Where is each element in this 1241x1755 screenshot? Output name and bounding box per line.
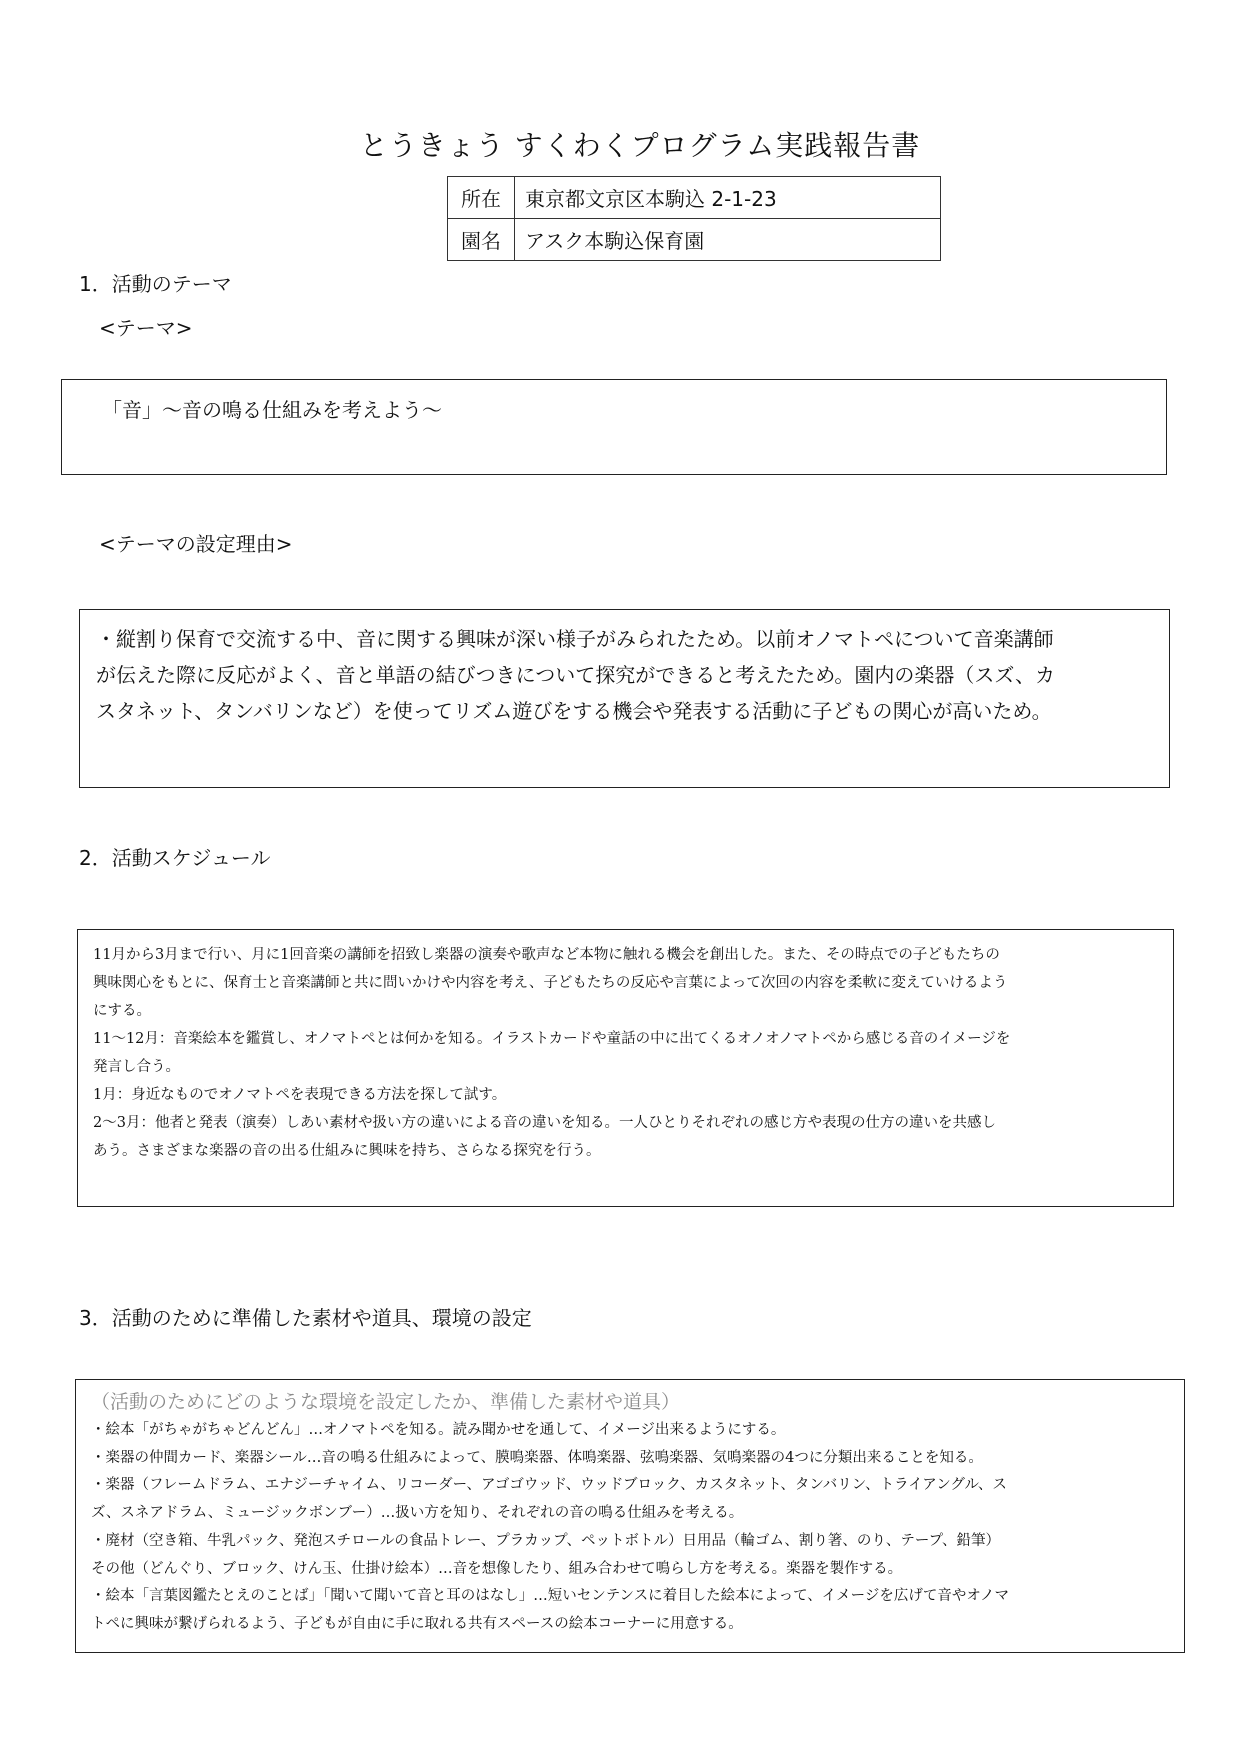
schedule-line: 11～12月：音楽絵本を鑑賞し、オノマトペとは何かを知る。イラストカードや童話の中に出てくるオノオノマトペから感じる音のイメージを: [93, 1031, 1011, 1047]
section1-heading: 1．活動のテーマ: [79, 272, 232, 296]
materials-line: ・楽器の仲間カード、楽器シール…音の鳴る仕組みによって、膜鳴楽器、体鳴楽器、弦鳴楽器、気鳴楽器の4つに分類出来ることを知る。: [91, 1449, 983, 1466]
schedule-line: あう。さまざまな楽器の音の出る仕組みに興味を持ち、さらなる探究を行う。: [93, 1143, 601, 1159]
schedule-line: 2～3月：他者と発表（演奏）しあい素材や扱い方の違いによる音の違いを知る。一人ひとりそれぞれの感じ方や表現の仕方の違いを共感し: [93, 1115, 996, 1131]
materials-box: [75, 1379, 1185, 1653]
materials-line: その他（どんぐり、ブロック、けん玉、仕掛け絵本）…音を想像したり、組み合わせて鳴らし方を考える。楽器を製作する。: [91, 1560, 903, 1577]
schedule-line: 興味関心をもとに、保育士と音楽講師と共に問いかけや内容を考え、子どもたちの反応や言葉によって次回の内容を柔軟に変えていけるよう: [93, 975, 1008, 991]
reason-line: が伝えた際に反応がよく、音と単語の結びつきについて探究ができると考えたため。園内の楽器（スズ、カ: [96, 663, 1055, 687]
section3-heading: 3．活動のために準備した素材や道具、環境の設定: [79, 1306, 532, 1330]
materials-line: ・絵本「がちゃがちゃどんどん」…オノマトペを知る。読み聞かせを通して、イメージ出来るようにする。: [91, 1422, 786, 1438]
materials-line: ・絵本「言葉図鑑たとえのことば」「聞いて聞いて音と耳のはなし」…短いセンテンスに着目した絵本によって、イメージを広げて音やオノマ: [91, 1588, 1009, 1605]
location-label: 所在: [448, 177, 515, 219]
schedule-line: 1月：身近なものでオノマトペを表現できる方法を探して試す。: [93, 1087, 507, 1103]
theme-text: 「音」～音の鳴る仕組みを考えよう～: [102, 398, 442, 422]
facility-name-label: 園名: [448, 219, 515, 261]
reason-line: ・縦割り保育で交流する中、音に関する興味が深い様子がみられたため。以前オノマトペについて音楽講師: [96, 627, 1054, 651]
document-title: とうきょう すくわくプログラム実践報告書: [359, 129, 921, 162]
info-table: [447, 176, 941, 261]
materials-hint: （活動のためにどのような環境を設定したか、準備した素材や道具）: [91, 1391, 681, 1413]
reason-box: [79, 609, 1170, 788]
location-value: 東京都文京区本駒込 2-1-23: [515, 177, 941, 219]
materials-line: ズ、スネアドラム、ミュージックボンブー）…扱い方を知り、それぞれの音の鳴る仕組みを考える。: [91, 1505, 744, 1522]
materials-line: トペに興味が繋げられるよう、子どもが自由に手に取れる共有スペースの絵本コーナーに用意する。: [91, 1615, 743, 1632]
materials-line: ・楽器（フレームドラム、エナジーチャイム、リコーダー、アゴゴウッド、ウッドブロック、カスタネット、タンバリン、トライアングル、ス: [91, 1477, 1007, 1494]
info-row-name: [448, 219, 941, 261]
facility-name-value: アスク本駒込保育園: [515, 219, 941, 261]
schedule-line: にする。: [93, 1003, 151, 1019]
materials-line: ・廃材（空き箱、牛乳パック、発泡スチロールの食品トレー、プラカップ、ペットボトル）日用品（輪ゴム、割り箸、のり、テープ、鉛筆）: [91, 1532, 1000, 1549]
section2-heading: 2．活動スケジュール: [79, 846, 271, 870]
reason-line: スタネット、タンバリンなど）を使ってリズム遊びをする機会や発表する活動に子どもの関心が高いため。: [96, 699, 1052, 723]
schedule-line: 11月から3月まで行い、月に1回音楽の講師を招致し楽器の演奏や歌声など本物に触れる機会を創出した。また、その時点での子どもたちの: [93, 947, 1000, 963]
reason-label: <テーマの設定理由>: [99, 532, 293, 556]
theme-box: [61, 379, 1167, 475]
info-row-location: [448, 177, 941, 219]
schedule-box: [77, 929, 1174, 1207]
theme-label: <テーマ>: [99, 316, 193, 340]
schedule-line: 発言し合う。: [93, 1059, 180, 1075]
